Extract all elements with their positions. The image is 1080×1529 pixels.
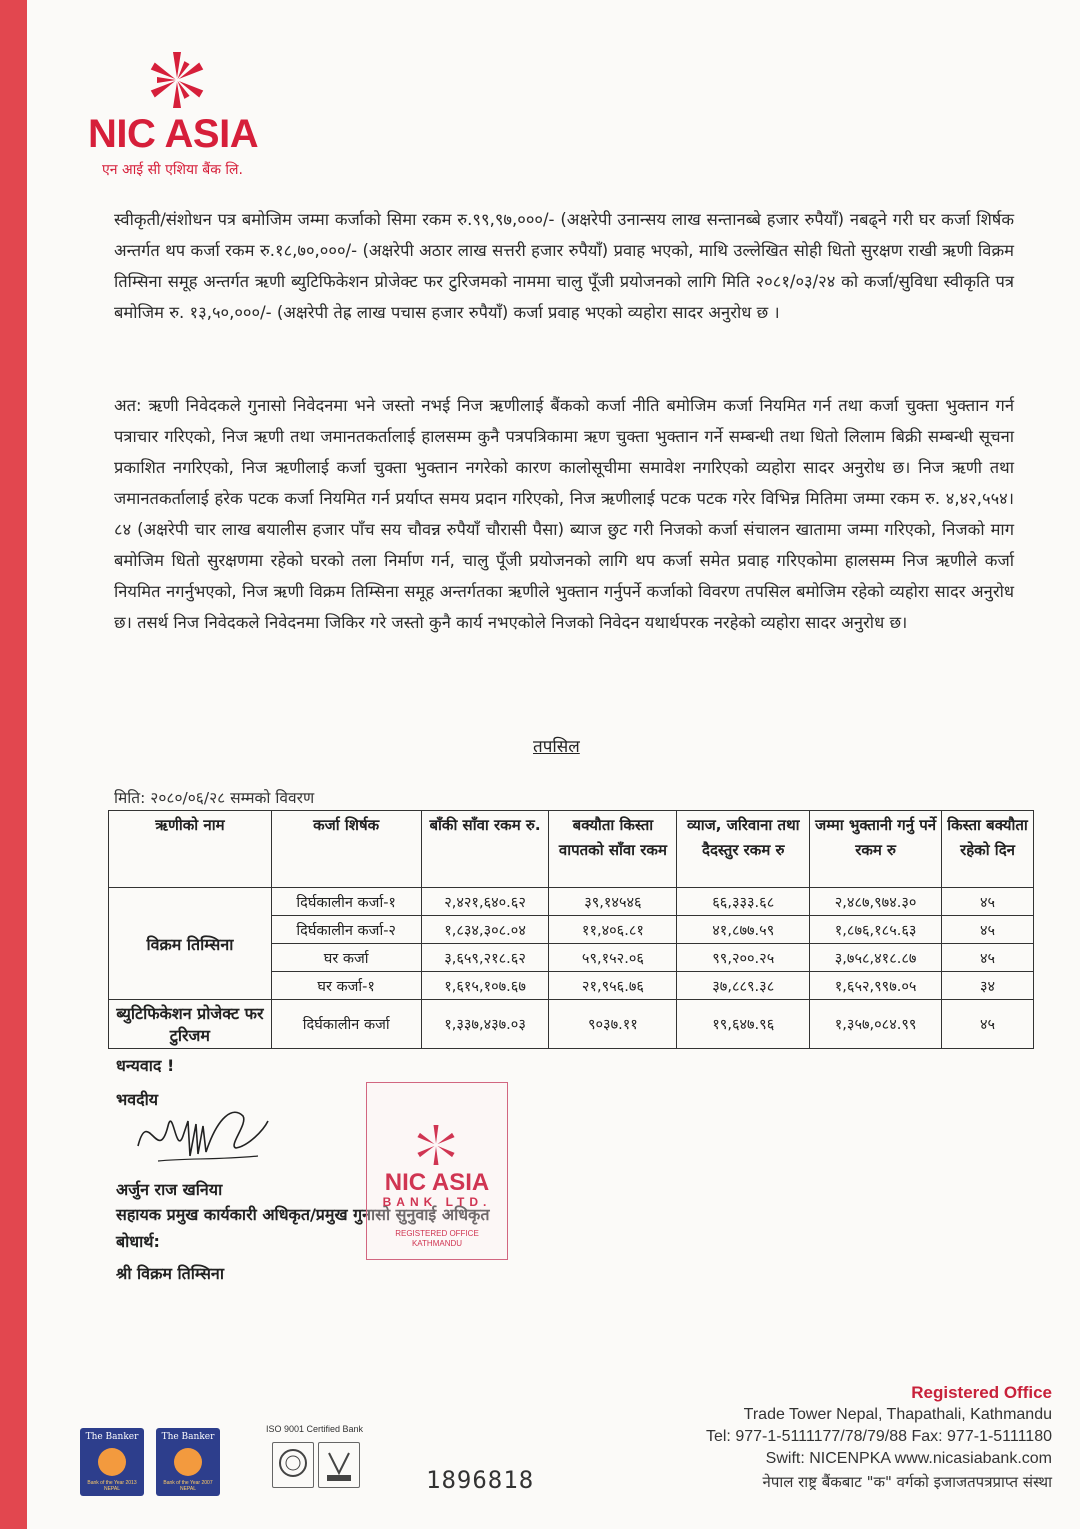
asterisk-logo-icon [142,50,212,110]
stamp-bank: BANK LTD. [382,1195,492,1209]
date-line: मिति: २०८०/०६/२८ सम्मको विवरण [114,789,315,807]
award-badge-2013 [80,1428,144,1496]
paragraph-response: अत: ऋणी निवेदकले गुनासो निवेदनमा भने जस्तो नभई निज ऋणीलाई बैंकको कर्जा नीति बमोजिम कर्जा नियमित गर्न तथा कर्जा चुक्ता भुक्तान गर्न पत्राचार गरिएको, निज ऋणी तथा जमानतकर्तालाई हालसम्म कुनै पत्रपत्रिकामा ऋण चुक्ता भुक्तान गर्ने सम्बन्धी तथा धितो लिलाम बिक्री सम्बन्धी सूचना प्रकाशित नगरिएको, निज ऋणीलाई कर्जा चुक्ता भुक्तान नगरेको कारण कालोसूचीमा समावेश नगरिएको व्यहोरा सादर अनुरोध छ। निज ऋणी तथा जमानतकर्तालाई हरेक पटक कर्जा नियमित गर्न प्रर्याप्त समय प्रदान गरिएको, निज ऋणीलाई पटक पटक गरेर विभिन्न मितिमा जम्मा रकम रु. ४,४२,५५४।८४ (अक्षरेपी चार लाख बयालीस हजार पाँच सय चौवन्न रुपैयाँ चौरासी पैसा) ब्याज छुट गरी निजको कर्जा संचालन खातामा जम्मा गरिएको, निजको माग बमोजिम धितो सुरक्षणमा रहेको घरको तला निर्माण गर्न, चालु पूँजी प्रयोजनको लागि थप कर्जा समेत प्रवाह गरिएकोमा हालसम्म निज ऋणीले कर्जा नियमित नगर्नुभएको, निज ऋणी विक्रम तिम्सिना समूह अन्तर्गतका ऋणीले भुक्तान गर्नुपर्ने कर्जाको विवरण तपसिल बमोजिम रहेको व्यहोरा सादर अनुरोध छ। तसर्थ निज निवेदकले निवेदनमा जिकिर गरे जस्तो कुनै कार्य नभएकोले निजको निवेदन यथार्थपरक नरहेको व्यहोरा सादर अनुरोध छ। [114,396,1014,632]
recipient-name: श्री विक्रम तिम्सिना [116,1264,224,1283]
overdue-days: ४५ [942,1000,1034,1049]
principal: २,४२१,६४०.६२ [421,888,549,916]
total: १,३५७,०८४.९९ [810,1000,942,1049]
interest: ३७,८८९.३८ [677,972,810,1000]
office-stamp [366,1082,508,1260]
borrower-name: विक्रम तिम्सिना [109,888,272,1000]
serial-number: 1896818 [426,1466,535,1494]
award-badge-2007 [156,1428,220,1496]
for-info-label: बोधार्थ: [116,1232,160,1251]
loan-type: दिर्घकालीन कर्जा [271,1000,421,1049]
table-header-row [109,811,1034,888]
header-overdue-days: किस्ता बक्यौता रहेको दिन [942,811,1034,888]
stamp-asterisk-icon [411,1123,461,1167]
overdue-days: ४५ [942,944,1034,972]
interest: ९९,२००.२५ [677,944,810,972]
interest: ४१,८७७.५९ [677,916,810,944]
overdue-principal: ५९,१५२.०६ [549,944,677,972]
office-phone: Tel: 977-1-5111177/78/79/88 Fax: 977-1-5111180 [705,1428,1052,1445]
registered-office-title: Registered Office [911,1383,1052,1402]
brand-name: NIC ASIA [88,112,259,156]
globe-icon [98,1448,126,1476]
borrower-name: ब्युटिफिकेशन प्रोजेक्ट फर टुरिजम [109,1000,272,1049]
brand-tagline: एन आई सी एशिया बैंक लि. [102,162,243,178]
iso-label: ISO 9001 Certified Bank [266,1424,364,1434]
loan-type: दिर्घकालीन कर्जा-१ [271,888,421,916]
signatory-name: अर्जुन राज खनिया [116,1180,223,1199]
stamp-office-label: REGISTERED OFFICE [395,1229,479,1238]
ukas-certification-icon [318,1442,360,1488]
award-sub: Bank of the Year 2007 NEPAL [163,1480,213,1492]
principal: १,६१५,१०७.६७ [421,972,549,1000]
award-title: The Banker [85,1432,139,1442]
principal: १,८३४,३०८.०४ [421,916,549,944]
signature [128,1086,278,1176]
overdue-days: ३४ [942,972,1034,1000]
paragraph-loan-disbursement: स्वीकृती/संशोधन पत्र बमोजिम जम्मा कर्जाको सिमा रकम रु.९९,९७,०००/- (अक्षरेपी उनान्सय लाख सन्तानब्बे हजार रुपैयाँ) नबढ्ने गरी घर कर्जा शिर्षक अन्तर्गत थप कर्जा रकम रु.१८,७०,०००/- (अक्षरेपी अठार लाख सत्तरी हजार रुपैयाँ) प्रवाह भएको, माथि उल्लेखित सोही धितो सुरक्षण राखी ऋणी विक्रम तिम्सिना समूह अन्तर्गत ऋणी ब्युटिफिकेशन प्रोजेक्ट फर टुरिजमको नाममा चालु पूँजी प्रयोजनको लागि मिति २०८१/०३/२४ को कर्जा/सुविधा स्वीकृति पत्र बमोजिम रु. १३,५०,०००/- (अक्षरेपी तेह्र लाख पचास हजार रुपैयाँ) कर्जा प्रवाह भएको व्यहोरा सादर अनुरोध छ । [114,210,1014,322]
principal: ३,६५९,२१८.६२ [421,944,549,972]
header-loan-type: कर्जा शिर्षक [271,811,421,888]
principal: १,३३७,४३७.०३ [421,1000,549,1049]
header-borrower-name: ऋणीको नाम [109,811,272,888]
stamp-office [367,1229,507,1249]
loan-type: घर कर्जा-१ [271,972,421,1000]
stamp-brand: NIC ASIA [384,1169,490,1196]
loan-type: दिर्घकालीन कर्जा-२ [271,916,421,944]
overdue-days: ४५ [942,916,1034,944]
office-address: Trade Tower Nepal, Thapathali, Kathmandu [743,1406,1052,1423]
interest: ६६,३३३.६८ [677,888,810,916]
stamp-city: KATHMANDU [411,1239,463,1248]
table-row [109,1000,1034,1049]
loan-details-table [108,810,1034,1049]
signatory-designation: सहायक प्रमुख कार्यकारी अधिकृत/प्रमुख गुनासो सुनुवाई अधिकृत [116,1205,490,1224]
header-total: जम्मा भुक्तानी गर्नु पर्ने रकम रु [810,811,942,888]
award-sub: Bank of the Year 2013 NEPAL [87,1480,137,1492]
total: २,४८७,९७४.३० [810,888,942,916]
award-title: The Banker [161,1432,215,1442]
table-row [109,888,1034,916]
overdue-principal: ९०३७.११ [549,1000,677,1049]
header-principal: बाँकी साँवा रकम रु. [421,811,549,888]
license-text: नेपाल राष्ट्र बैंकबाट "क" वर्गको इजाजतपत्रप्राप्त संस्था [762,1473,1052,1491]
overdue-principal: ३९,१४५४६ [549,888,677,916]
overdue-principal: ११,४०६.८१ [549,916,677,944]
overdue-days: ४५ [942,888,1034,916]
section-heading: तपसिल [533,737,580,757]
header-interest: व्याज, जरिवाना तथा दैदस्तुर रकम रु [677,811,810,888]
regards-text: भवदीय [116,1090,159,1109]
total: १,८७६,१८५.६३ [810,916,942,944]
header-overdue-principal: बक्यौता किस्ता वापतको साँवा रकम [549,811,677,888]
left-accent-bar [0,0,27,1529]
total: ३,७५८,४१८.८७ [810,944,942,972]
overdue-principal: २१,९५६.७६ [549,972,677,1000]
urs-certification-icon [272,1442,314,1488]
thanks-text: धन्यवाद ! [116,1056,175,1075]
total: १,६५२,९९७.०५ [810,972,942,1000]
globe-icon [174,1448,202,1476]
interest: १९,६४७.९६ [677,1000,810,1049]
loan-type: घर कर्जा [271,944,421,972]
office-swift: Swift: NICENPKA www.nicasiabank.com [765,1450,1052,1467]
